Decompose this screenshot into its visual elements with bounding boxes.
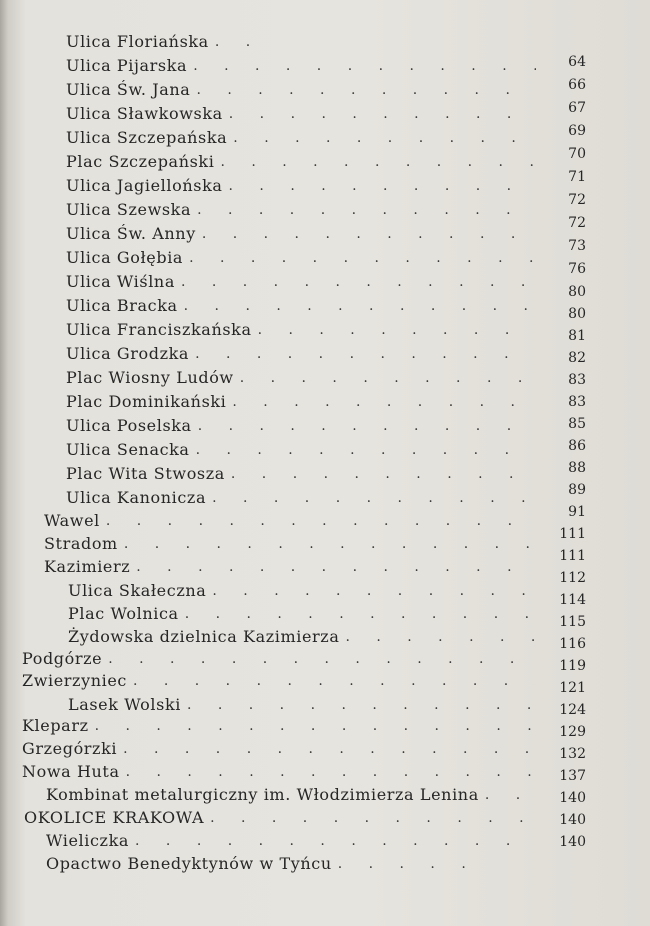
toc-entry-title: Ulica Sławkowska (66, 104, 223, 123)
dot-leader (220, 154, 536, 171)
page-number: 86 (568, 438, 586, 454)
page-number: 73 (568, 238, 586, 254)
toc-entry-title: Ulica Kanonicza (66, 488, 207, 507)
toc-entry-title: Wawel (44, 511, 100, 530)
toc-entry-title: Żydowska dzielnica Kazimierza (68, 627, 340, 646)
toc-entry-title: Opactwo Benedyktynów w Tyńcu (46, 854, 332, 873)
dot-leader (485, 787, 536, 804)
page-number: 112 (559, 570, 586, 586)
page-number: 82 (568, 350, 586, 366)
dot-leader (240, 370, 536, 387)
dot-leader (196, 82, 536, 99)
toc-entry (22, 713, 536, 735)
toc-entry-title: OKOLICE KRAKOWA (24, 808, 205, 827)
dot-leader (195, 346, 536, 363)
toc-entry-title: Kombinat metalurgiczny im. Włodzimierza Lenina (46, 785, 479, 804)
toc-entry (68, 578, 536, 600)
toc-entry (46, 851, 486, 873)
toc-entry-title: Grzegórzki (22, 739, 118, 758)
page-number: 80 (568, 306, 586, 322)
toc-entry-title: Ulica Wiślna (66, 272, 175, 291)
toc-entry (66, 29, 256, 51)
toc-entry-title: Ulica Grodzka (66, 344, 190, 363)
dot-leader (136, 559, 536, 576)
toc-entry-title: Ulica Floriańska (66, 32, 209, 51)
toc-entry (44, 531, 536, 553)
toc-entry-title: Ulica Jagiellońska (66, 176, 223, 195)
page-number: 80 (568, 284, 586, 300)
toc-entry (66, 149, 536, 171)
toc-entry-title: Plac Szczepański (66, 152, 215, 171)
page-number: 71 (568, 169, 586, 185)
toc-entry-title: Ulica Franciszkańska (66, 320, 252, 339)
page-number: 114 (559, 592, 586, 608)
toc-entry-title: Ulica Św. Anny (66, 224, 196, 243)
toc-entry (24, 805, 536, 827)
page-number: 72 (568, 215, 586, 231)
toc-entry-title: Ulica Pijarska (66, 56, 188, 75)
toc-entry (66, 77, 536, 99)
page-number: 64 (568, 54, 586, 70)
toc-entry-title: Kleparz (22, 716, 89, 735)
toc-entry-title: Ulica Poselska (66, 416, 192, 435)
toc-entry (66, 125, 536, 147)
page-number: 124 (559, 702, 586, 718)
toc-entry (68, 692, 536, 714)
toc-entry (22, 759, 536, 781)
toc-entry-title: Ulica Szewska (66, 200, 192, 219)
toc-entry-title: Plac Wita Stwosza (66, 464, 225, 483)
toc-entry-title: Zwierzyniec (22, 671, 127, 690)
toc-entry-title: Ulica Szczepańska (66, 128, 228, 147)
dot-leader (106, 513, 536, 530)
page-number: 116 (559, 636, 586, 652)
toc-entry (66, 341, 536, 363)
toc-entry (66, 437, 536, 459)
toc-entry-title: Ulica Bracka (66, 296, 178, 315)
page-number: 69 (568, 123, 586, 139)
toc-entry (66, 293, 536, 315)
dot-leader (124, 536, 536, 553)
toc-entry-title: Ulica Gołębia (66, 248, 184, 267)
dot-leader (184, 298, 536, 315)
page-number: 76 (568, 261, 586, 277)
page-number: 137 (559, 768, 586, 784)
toc-entry-title: Podgórze (22, 649, 103, 668)
toc-entry-title: Kazimierz (44, 557, 131, 576)
page-number: 72 (568, 192, 586, 208)
dot-leader (233, 130, 536, 147)
toc-entry (66, 389, 536, 411)
dot-leader (108, 651, 536, 668)
toc-entry-title: Ulica Skałeczna (68, 581, 207, 600)
dot-leader (215, 34, 256, 51)
dot-leader (197, 202, 536, 219)
toc-entry (66, 173, 536, 195)
dot-leader (123, 741, 536, 758)
toc-entry-title: Wieliczka (46, 831, 130, 850)
toc-entry (66, 245, 536, 267)
dot-leader (193, 58, 536, 75)
page-number: 140 (559, 790, 586, 806)
toc-entry (22, 668, 536, 690)
dot-leader (126, 764, 536, 781)
page-number: 66 (568, 77, 586, 93)
dot-leader (202, 226, 536, 243)
dot-leader (210, 810, 536, 827)
page-number: 121 (559, 680, 586, 696)
toc-entry (22, 646, 536, 668)
page-number: 111 (559, 526, 586, 542)
dot-leader (345, 629, 536, 646)
toc-entry-title: Plac Wolnica (68, 604, 179, 623)
page-number: 81 (568, 328, 586, 344)
dot-leader (196, 442, 536, 459)
toc-entry-title: Ulica Senacka (66, 440, 190, 459)
toc-entry (66, 485, 536, 507)
toc-entry-title: Plac Wiosny Ludów (66, 368, 234, 387)
dot-leader (181, 274, 536, 291)
dot-leader (232, 394, 536, 411)
page-number: 119 (559, 658, 586, 674)
dot-leader (133, 673, 536, 690)
toc-entry-title: Nowa Huta (22, 762, 120, 781)
toc-entry (66, 53, 536, 75)
dot-leader (187, 697, 536, 714)
page-number: 88 (568, 460, 586, 476)
page-number: 89 (568, 482, 586, 498)
page-number: 129 (559, 724, 586, 740)
dot-leader (258, 322, 536, 339)
toc-entry-title: Ulica Św. Jana (66, 80, 191, 99)
toc-entry (68, 624, 536, 646)
dot-leader (212, 490, 536, 507)
toc-entry (66, 101, 536, 123)
toc-entry (66, 461, 536, 483)
page-number: 111 (559, 548, 586, 564)
dot-leader (212, 583, 536, 600)
page-number: 132 (559, 746, 586, 762)
toc-entry (44, 554, 536, 576)
dot-leader (198, 418, 536, 435)
dot-leader (229, 106, 536, 123)
toc-entry (66, 221, 536, 243)
toc-entry (46, 828, 536, 850)
toc-entry (22, 736, 536, 758)
page-number: 140 (559, 812, 586, 828)
toc-entry (46, 782, 536, 804)
page-number: 140 (559, 834, 586, 850)
page-number: 83 (568, 372, 586, 388)
toc-entry-title: Lasek Wolski (68, 695, 181, 714)
page-number: 91 (568, 504, 586, 520)
toc-entry-title: Plac Dominikański (66, 392, 227, 411)
dot-leader (231, 466, 536, 483)
dot-leader (185, 606, 536, 623)
dot-leader (189, 250, 536, 267)
toc-entry (44, 508, 536, 530)
toc-entry (66, 317, 536, 339)
page-number: 83 (568, 394, 586, 410)
toc-entry (68, 601, 536, 623)
toc-entry (66, 269, 536, 291)
page-number: 70 (568, 146, 586, 162)
toc-entry (66, 365, 536, 387)
toc-entry (66, 197, 536, 219)
dot-leader (229, 178, 536, 195)
page-number: 115 (559, 614, 586, 630)
dot-leader (95, 718, 536, 735)
dot-leader (135, 833, 536, 850)
toc-entry-title: Stradom (44, 534, 118, 553)
toc-entry (66, 413, 536, 435)
dot-leader (338, 856, 486, 873)
page-number: 67 (568, 100, 586, 116)
page-number: 85 (568, 416, 586, 432)
